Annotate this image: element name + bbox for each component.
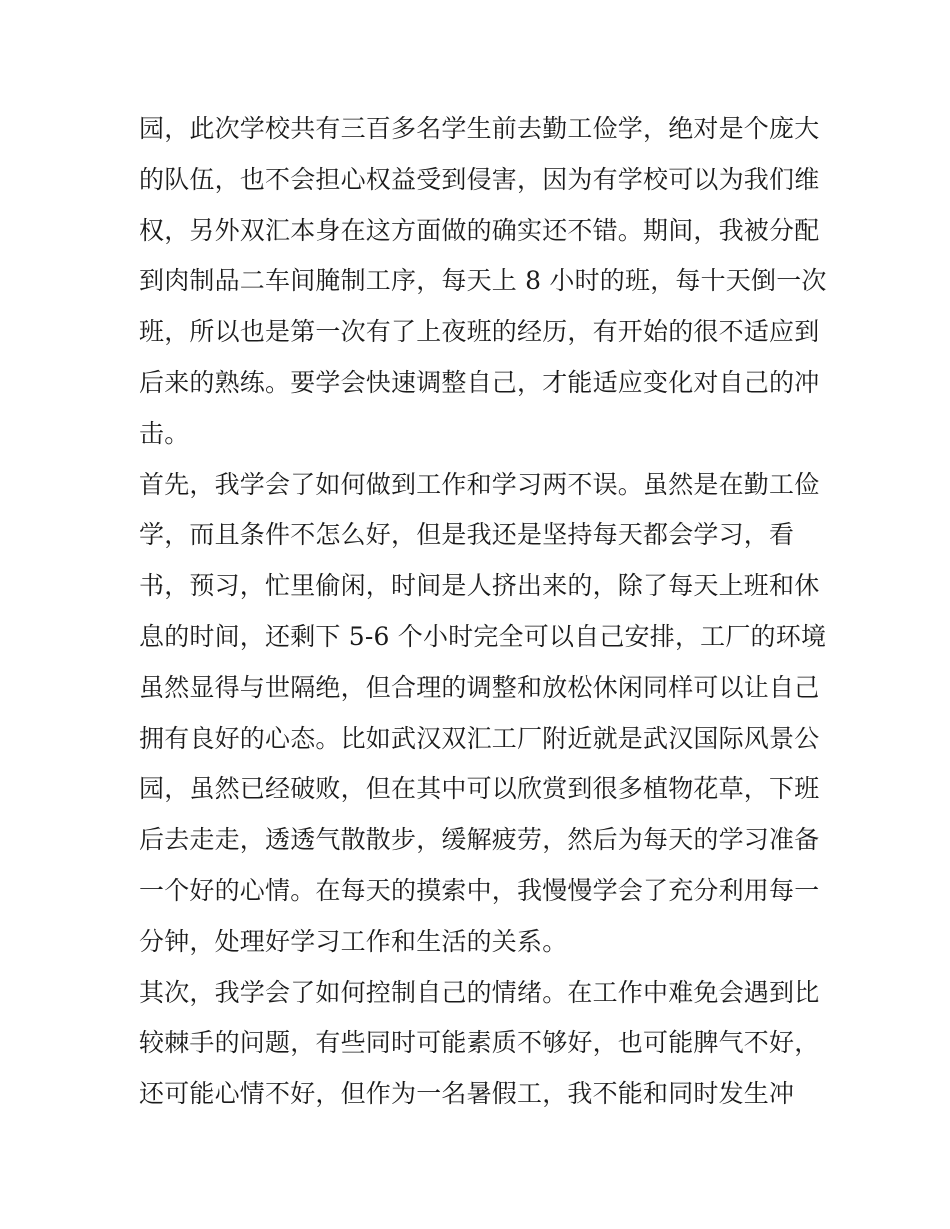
text-line-10: 书，预习，忙里偷闲，时间是人挤出来的，除了每天上班和休 xyxy=(139,571,820,601)
text-line-1: 园，此次学校共有三百多名学生前去勤工俭学，绝对是个庞大 xyxy=(139,114,820,143)
text-line-2: 的队伍，也不会担心权益受到侵害，因为有学校可以为我们维 xyxy=(139,164,820,194)
text-line-18: 其次，我学会了如何控制自己的情绪。在工作中难免会遇到比 xyxy=(139,977,820,1007)
text-line-6: 后来的熟练。要学会快速调整自己，才能适应变化对自己的冲 xyxy=(139,367,820,397)
text-line-16: 一个好的心情。在每天的摸索中，我慢慢学会了充分利用每一 xyxy=(139,875,820,905)
text-line-8: 首先，我学会了如何做到工作和学习两不误。虽然是在勤工俭 xyxy=(139,469,820,499)
text-line-17: 分钟，处理好学习工作和生活的关系。 xyxy=(139,926,568,956)
text-line-13: 拥有良好的心态。比如武汉双汇工厂附近就是武汉国际风景公 xyxy=(139,723,820,753)
text-line-4: 到肉制品二车间腌制工序，每天上 8 小时的班，每十天倒一次 xyxy=(139,266,827,296)
text-line-15: 后去走走，透透气散散步，缓解疲劳，然后为每天的学习准备 xyxy=(139,825,820,855)
text-line-14: 园，虽然已经破败，但在其中可以欣赏到很多植物花草，下班 xyxy=(139,774,820,804)
text-line-3: 权，另外双汇本身在这方面做的确实还不错。期间，我被分配 xyxy=(139,215,820,245)
text-line-7: 击。 xyxy=(139,418,190,448)
document-body xyxy=(139,104,827,1120)
text-line-5: 班，所以也是第一次有了上夜班的经历，有开始的很不适应到 xyxy=(139,317,820,347)
text-line-11: 息的时间，还剩下 5-6 个小时完全可以自己安排，工厂的环境 xyxy=(139,621,827,651)
text-line-20: 还可能心情不好，但作为一名暑假工，我不能和同时发生冲 xyxy=(139,1079,795,1109)
text-line-12: 虽然显得与世隔绝，但合理的调整和放松休闲同样可以让自己 xyxy=(139,672,820,702)
text-line-9: 学，而且条件不怎么好，但是我还是坚持每天都会学习，看 xyxy=(139,520,795,550)
text-line-19: 较棘手的问题，有些同时可能素质不够好，也可能脾气不好， xyxy=(139,1028,820,1058)
